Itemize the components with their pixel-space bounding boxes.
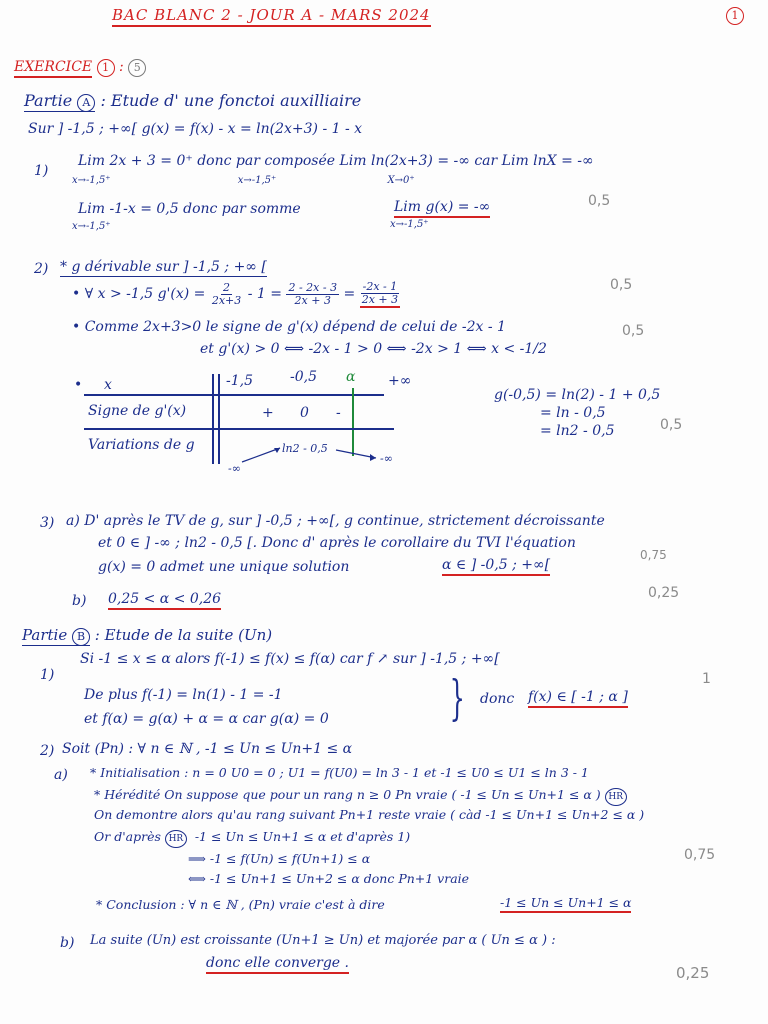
table-line-mid	[84, 428, 394, 430]
hr-ref: HR	[165, 830, 187, 848]
b-q2a-grade: 0,75	[684, 847, 716, 863]
q1-result-sub: x→-1,5⁺	[390, 219, 429, 230]
table-line-top	[84, 394, 384, 396]
b-q1-line-1: Si -1 ≤ x ≤ α alors f(-1) ≤ f(x) ≤ f(α) car f ↗ sur ] -1,5 ; +∞[	[80, 651, 500, 667]
q2-derivable: * g dérivable sur ] -1,5 ; +∞ [	[60, 259, 267, 275]
q2-grade-2: 0,5	[622, 323, 645, 339]
q1-number: 1)	[34, 163, 49, 179]
function-definition: Sur ] -1,5 ; +∞[ g(x) = f(x) - x = ln(2x+3) - 1 - x	[28, 121, 363, 137]
table-vline-2	[218, 374, 220, 464]
table-variation-arrows	[236, 440, 386, 470]
b-q2b-result: donc elle converge .	[206, 954, 349, 972]
q1-result: Lim g(x) = -∞	[394, 198, 490, 216]
g-calc-line-2: = ln - 0,5	[540, 405, 606, 421]
b-q1-brace: }	[449, 670, 465, 726]
table-var-max: ln2 - 0,5	[282, 442, 328, 455]
q3-number: 3)	[40, 515, 55, 531]
table-x-value-2: α	[346, 369, 356, 385]
b-q2a-hered-1: * Hérédité On suppose que pour un rang n ≥ 0 Pn vraie ( -1 ≤ Un ≤ Un+1 ≤ α ) HR	[94, 786, 627, 806]
b-q1-conclusion: f(x) ∈ [ -1 ; α ]	[528, 688, 628, 706]
q3b-result: 0,25 < α < 0,26	[108, 590, 221, 608]
table-var-start: -∞	[228, 462, 241, 475]
q2-grade-1: 0,5	[610, 277, 633, 293]
q2-grade-3: 0,5	[660, 417, 683, 433]
table-x-value-1: -0,5	[290, 369, 317, 385]
b-q2b-grade: 0,25	[676, 964, 710, 982]
table-vline-1	[212, 374, 214, 464]
q2-derivative: • ∀ x > -1,5 g'(x) = $\frac{2}{2x+3}$ - 1 = $\frac{2 - 2x - 3}{2x + 3}$ = $\frac{-2x - 1}{2x + 3}$	[72, 279, 399, 307]
q1-limit-line1-sub: x→-1,5⁺ x→-1,5⁺ X→0⁺	[72, 175, 415, 186]
b-q2b-line-1: La suite (Un) est croissante (Un+1 ≥ Un) et majorée par α ( Un ≤ α ) :	[90, 933, 556, 948]
g-calc-line-3: = ln2 - 0,5	[540, 423, 615, 439]
table-sign-minus: -	[336, 405, 341, 421]
b-q2a-conclusion-prefix: * Conclusion : ∀ n ∈ ℕ , (Pn) vraie c'est à dire	[96, 897, 385, 912]
g-calc-line-1: g(-0,5) = ln(2) - 1 + 0,5	[494, 387, 661, 403]
table-sign-label: Signe de g'(x)	[88, 403, 187, 419]
exercise-label: EXERCICE 1 : 5	[14, 58, 146, 77]
table-bullet: •	[74, 377, 83, 393]
b-q1-line-3: et f(α) = g(α) + α = α car g(α) = 0	[84, 711, 329, 727]
q2-sign-reasoning: • Comme 2x+3>0 le signe de g'(x) dépend de celui de -2x - 1	[72, 319, 506, 335]
q3a-grade: 0,75	[640, 548, 667, 562]
table-sign-plus: +	[262, 405, 274, 421]
b-q2b-label: b)	[60, 935, 75, 951]
page-number: 1	[726, 6, 744, 25]
b-q2a-hered-3: Or d'après HR -1 ≤ Un ≤ Un+1 ≤ α et d'après 1)	[94, 828, 410, 848]
part-a-heading: Partie A : Etude d' une fonctoi auxilliaire	[24, 91, 362, 110]
b-q2-number: 2)	[40, 743, 55, 759]
b-q2-line-1: Soit (Pn) : ∀ n ∈ ℕ , -1 ≤ Un ≤ Un+1 ≤ α	[62, 741, 353, 757]
table-x-value-3: +∞	[388, 373, 412, 389]
b-q1-line-2: De plus f(-1) = ln(1) - 1 = -1	[84, 687, 283, 703]
b-q2a-label: a)	[54, 767, 68, 783]
b-q1-grade: 1	[702, 671, 711, 687]
q1-limit-line2: Lim -1-x = 0,5 donc par somme	[78, 201, 301, 217]
q3a-result: α ∈ ] -0,5 ; +∞[	[442, 556, 550, 574]
table-sign-zero: 0	[300, 405, 309, 421]
b-q2a-hered-2: On demontre alors qu'au rang suivant Pn+1 reste vraie ( càd -1 ≤ Un+1 ≤ Un+2 ≤ α )	[94, 807, 645, 822]
table-x-label: x	[104, 377, 112, 393]
q3a-line-3: g(x) = 0 admet une unique solution	[98, 559, 350, 575]
q1-limit-line2-sub: x→-1,5⁺	[72, 221, 111, 232]
b-q2a-hered-4: ⟹ -1 ≤ f(Un) ≤ f(Un+1) ≤ α	[188, 851, 371, 866]
q3b-grade: 0,25	[648, 585, 680, 601]
b-q2a-init: * Initialisation : n = 0 U0 = 0 ; U1 = f(U0) = ln 3 - 1 et -1 ≤ U0 ≤ U1 ≤ ln 3 - 1	[90, 765, 589, 780]
q1-limit-line1: Lim 2x + 3 = 0⁺ donc par composée Lim ln(2x+3) = -∞ car Lim lnX = -∞	[78, 153, 594, 169]
table-var-label: Variations de g	[88, 437, 195, 453]
b-q1-conclusion-prefix: donc	[480, 691, 515, 707]
q1-grade: 0,5	[588, 193, 611, 209]
q2-number: 2)	[34, 261, 49, 277]
b-q2a-conclusion: -1 ≤ Un ≤ Un+1 ≤ α	[500, 894, 631, 912]
b-q2a-hered-5: ⟺ -1 ≤ Un+1 ≤ Un+2 ≤ α donc Pn+1 vraie	[188, 871, 470, 886]
q3a-line-1: a) D' après le TV de g, sur ] -0,5 ; +∞[, g continue, strictement décroissante	[66, 513, 605, 529]
header-title: BAC BLANC 2 - JOUR A - MARS 2024	[112, 6, 431, 24]
exercise-points: 5	[128, 59, 146, 77]
table-x-value-0: -1,5	[226, 373, 253, 389]
b-q1-number: 1)	[40, 667, 55, 683]
q3b-label: b)	[72, 593, 87, 609]
table-var-end: -∞	[380, 452, 393, 465]
q3a-line-2: et 0 ∈ ] -∞ ; ln2 - 0,5 [. Donc d' après le corollaire du TVI l'équation	[98, 535, 576, 551]
q2-sign-equivalence: et g'(x) > 0 ⟺ -2x - 1 > 0 ⟺ -2x > 1 ⟺ x < -1/2	[200, 341, 547, 357]
part-b-heading: Partie B : Etude de la suite (Un)	[22, 626, 273, 644]
